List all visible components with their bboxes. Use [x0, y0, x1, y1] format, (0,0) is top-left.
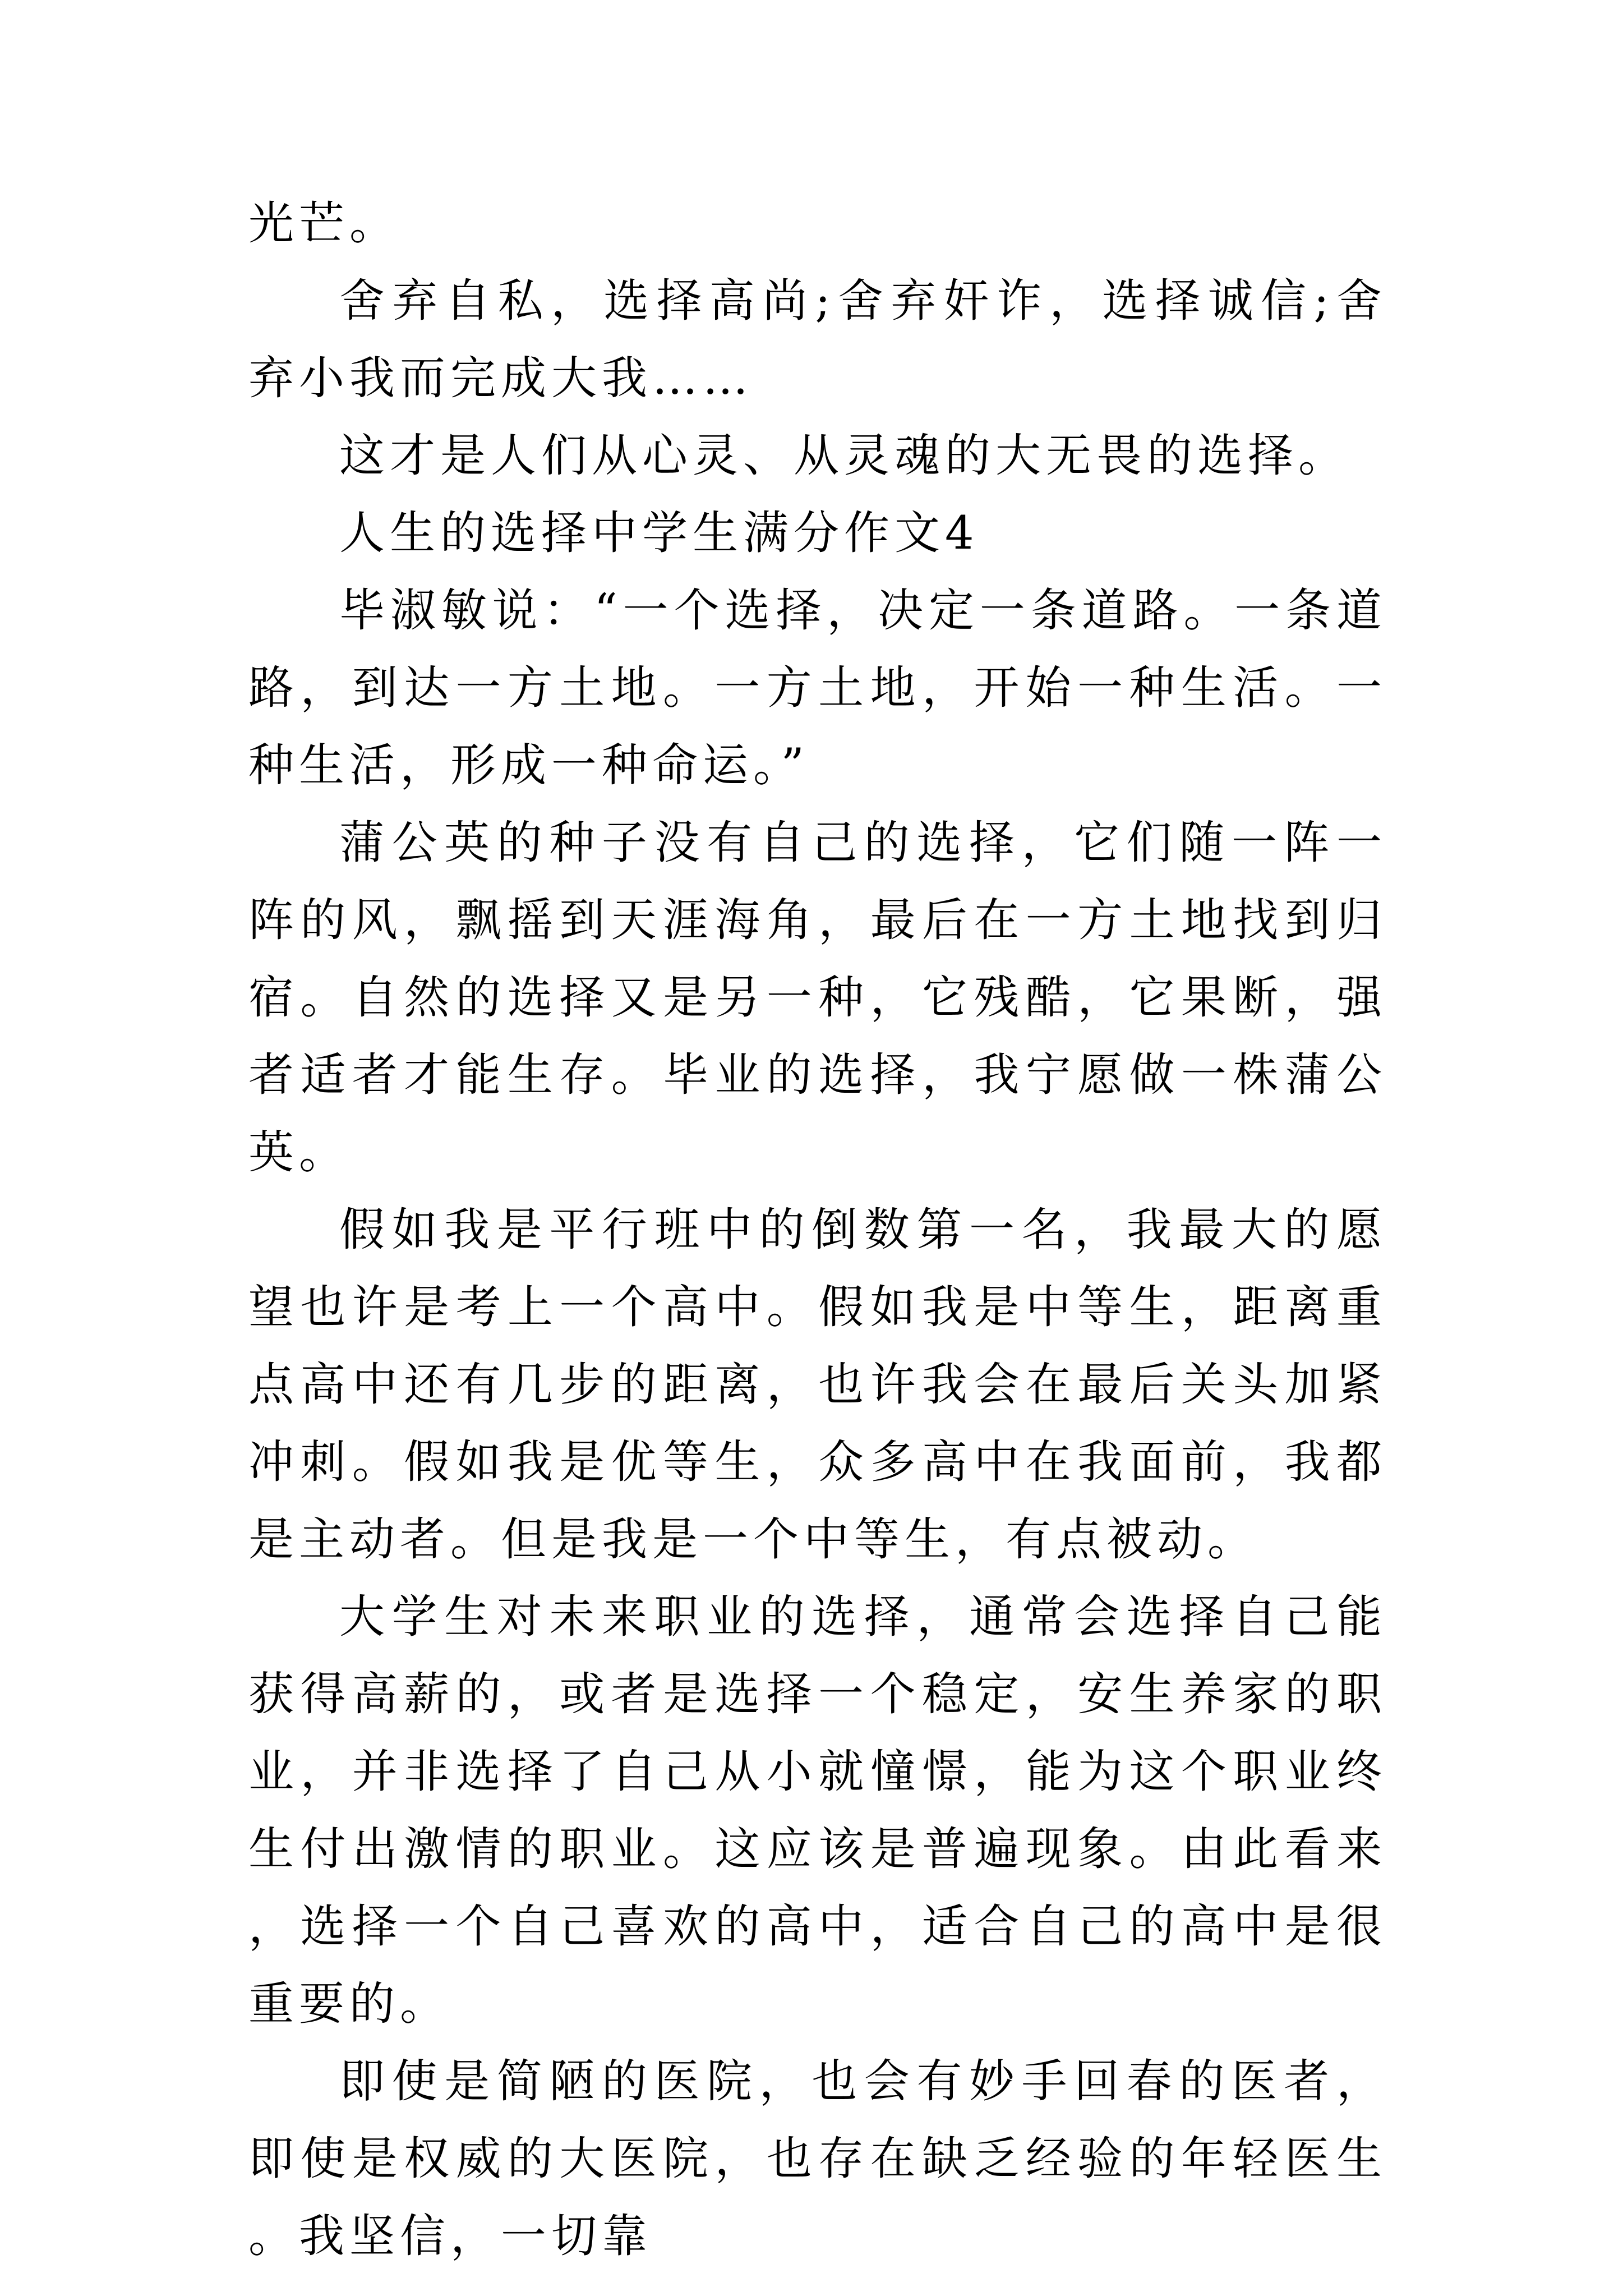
- paragraph: 这才是人们从心灵、从灵魂的大无畏的选择。: [339, 430, 1349, 482]
- paragraph: 假如我是平行班中的倒数第一名，我最大的愿望也许是考上一个高中。假如我是中等生，距离重点高中还有几步的距离，也许我会在最后关头加紧冲刺。假如我是优等生，众多高中在我面前，我都是主动者。但是我是一个中等生，有点被动。: [248, 1204, 1387, 1566]
- paragraph: 舍弃自私，选择高尚;舍弃奸诈，选择诚信;舍弃小我而完成大我……: [248, 275, 1387, 405]
- paragraph: 蒲公英的种子没有自己的选择，它们随一阵一阵的风，飘摇到天涯海角，最后在一方土地找到归宿。自然的选择又是另一种，它残酷，它果断，强者适者才能生存。毕业的选择，我宁愿做一株蒲公英。: [248, 817, 1387, 1179]
- paragraph-continuation: 光芒。: [248, 197, 400, 250]
- paragraph: 大学生对未来职业的选择，通常会选择自己能获得高薪的，或者是选择一个稳定，安生养家的职业，并非选择了自己从小就憧憬，能为这个职业终生付出激情的职业。这应该是普遍现象。由此看来，选择一个自己喜欢的高中，适合自己的高中是很重要的。: [248, 1591, 1387, 2031]
- section-title: 人生的选择中学生满分作文4: [339, 507, 979, 560]
- paragraph: 毕淑敏说：“一个选择，决定一条道路。一条道路，到达一方土地。一方土地，开始一种生活。一种生活，形成一种命运。”: [248, 585, 1387, 792]
- paragraph: 即使是简陋的医院，也会有妙手回春的医者，即使是权威的大医院，也存在缺乏经验的年轻医生。我坚信，一切靠: [248, 2055, 1387, 2263]
- document-body: [248, 185, 1387, 2275]
